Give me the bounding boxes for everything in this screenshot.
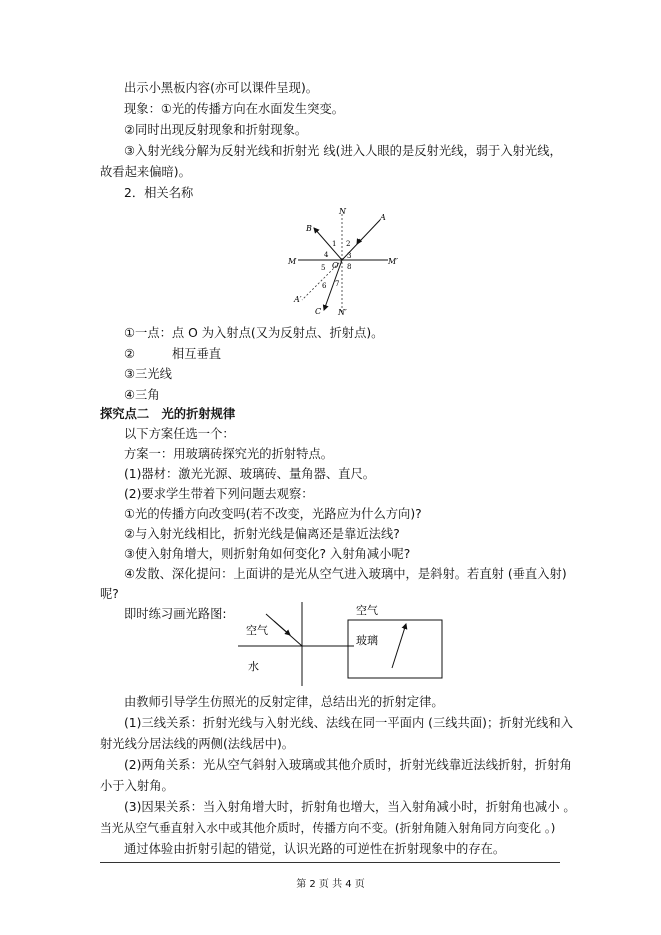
text-line: ③使入射角增大，则折射角如何变化? 入射角减小呢?	[124, 547, 411, 561]
text-line: ①一点：点 O 为入射点(又为反射点、折射点)。	[124, 326, 384, 340]
glass-ray	[392, 624, 406, 668]
label-b: B	[306, 224, 312, 233]
angle-label: 5	[321, 264, 326, 272]
text-line: ③入射光线分解为反射光线和折射光 线(进入人眼的是反射光线，弱于入射光线，	[124, 144, 562, 158]
text-line: 小于入射角。	[100, 779, 174, 793]
label-n-prime: N′	[338, 308, 347, 317]
text-line: 当光从空气垂直射入水中或其他介质时，传播方向不变。(折射角随入射角同方向变化 。)	[100, 821, 556, 835]
text-line: ②同时出现反射现象和折射现象。	[124, 123, 308, 137]
label-a: A	[380, 213, 386, 222]
angle-label: 1	[332, 240, 337, 248]
text-line: 方案一：用玻璃砖探究光的折射特点。	[124, 447, 334, 461]
text-line: (2)要求学生带着下列问题去观察：	[124, 487, 314, 501]
label-glass: 玻璃	[356, 634, 378, 647]
label-m-prime: M′	[388, 257, 399, 266]
text-line: ④三角	[124, 388, 160, 402]
text-line: 现象：①光的传播方向在水面发生突变。	[124, 102, 345, 116]
text-line: 故看起来偏暗)。	[100, 165, 191, 179]
text-line: (1)器材：激光光源、玻璃砖、量角器、直尺。	[124, 467, 376, 481]
angle-label: 3	[347, 252, 352, 260]
page-number: 第 2 页 共 4 页	[296, 879, 365, 890]
label-a-prime: A′	[294, 295, 302, 304]
label-water: 水	[248, 660, 259, 673]
text-line: ②与入射光线相比，折射光线是偏离还是靠近法线?	[124, 527, 400, 541]
text-line: (1)三线关系：折射光线与入射光线、法线在同一平面内 (三线共面)；折射光线和入	[124, 716, 574, 730]
text-line: 出示小黑板内容(亦可以课件呈现)。	[124, 81, 319, 95]
label-c: C	[315, 307, 322, 316]
text-line: ③三光线	[124, 367, 172, 381]
label-n: N	[339, 207, 346, 216]
angle-label: 2	[346, 240, 351, 248]
angle-label: 8	[347, 263, 352, 271]
text-line: ④发散、深化提问：上面讲的是光从空气进入玻璃中，是斜射。若直射 (垂直入射)	[124, 567, 567, 581]
angle-label: 7	[335, 280, 340, 288]
text-line: ② 相互垂直	[124, 347, 222, 361]
text-line: 射光线分居法线的两侧(法线居中)。	[100, 737, 295, 751]
footer-rule	[100, 862, 560, 863]
label-o: O	[332, 261, 339, 270]
light-path-exercise-diagram	[236, 598, 448, 690]
text-line: (3)因果关系：当入射角增大时，折射角也增大，当入射角减小时，折射角也减小 。	[124, 800, 576, 814]
label-air-2: 空气	[356, 604, 378, 617]
text-line: 即时练习画光路图:	[124, 607, 227, 621]
angle-label: 6	[322, 282, 327, 290]
refraction-diagram	[284, 204, 410, 320]
text-line: (2)两角关系：光从空气斜射入玻璃或其他介质时，折射光线靠近法线折射，折射角	[124, 758, 572, 772]
label-air: 空气	[246, 624, 268, 637]
label-m: M	[288, 257, 297, 266]
angle-label: 4	[324, 251, 329, 259]
text-line: 以下方案任选一个：	[124, 427, 235, 441]
text-line: 2．相关名称	[124, 186, 194, 200]
text-line: 呢?	[100, 587, 119, 601]
section-heading: 探究点二 光的折射规律	[100, 407, 236, 421]
text-line: 通过体验由折射引起的错觉，认识光路的可逆性在折射现象中的存在。	[124, 842, 506, 856]
glass-block	[348, 620, 442, 678]
text-line: ①光的传播方向改变吗(若不改变，光路应为什么方向)?	[124, 507, 422, 521]
text-line: 由教师引导学生仿照光的反射定律，总结出光的折射定律。	[124, 695, 444, 709]
